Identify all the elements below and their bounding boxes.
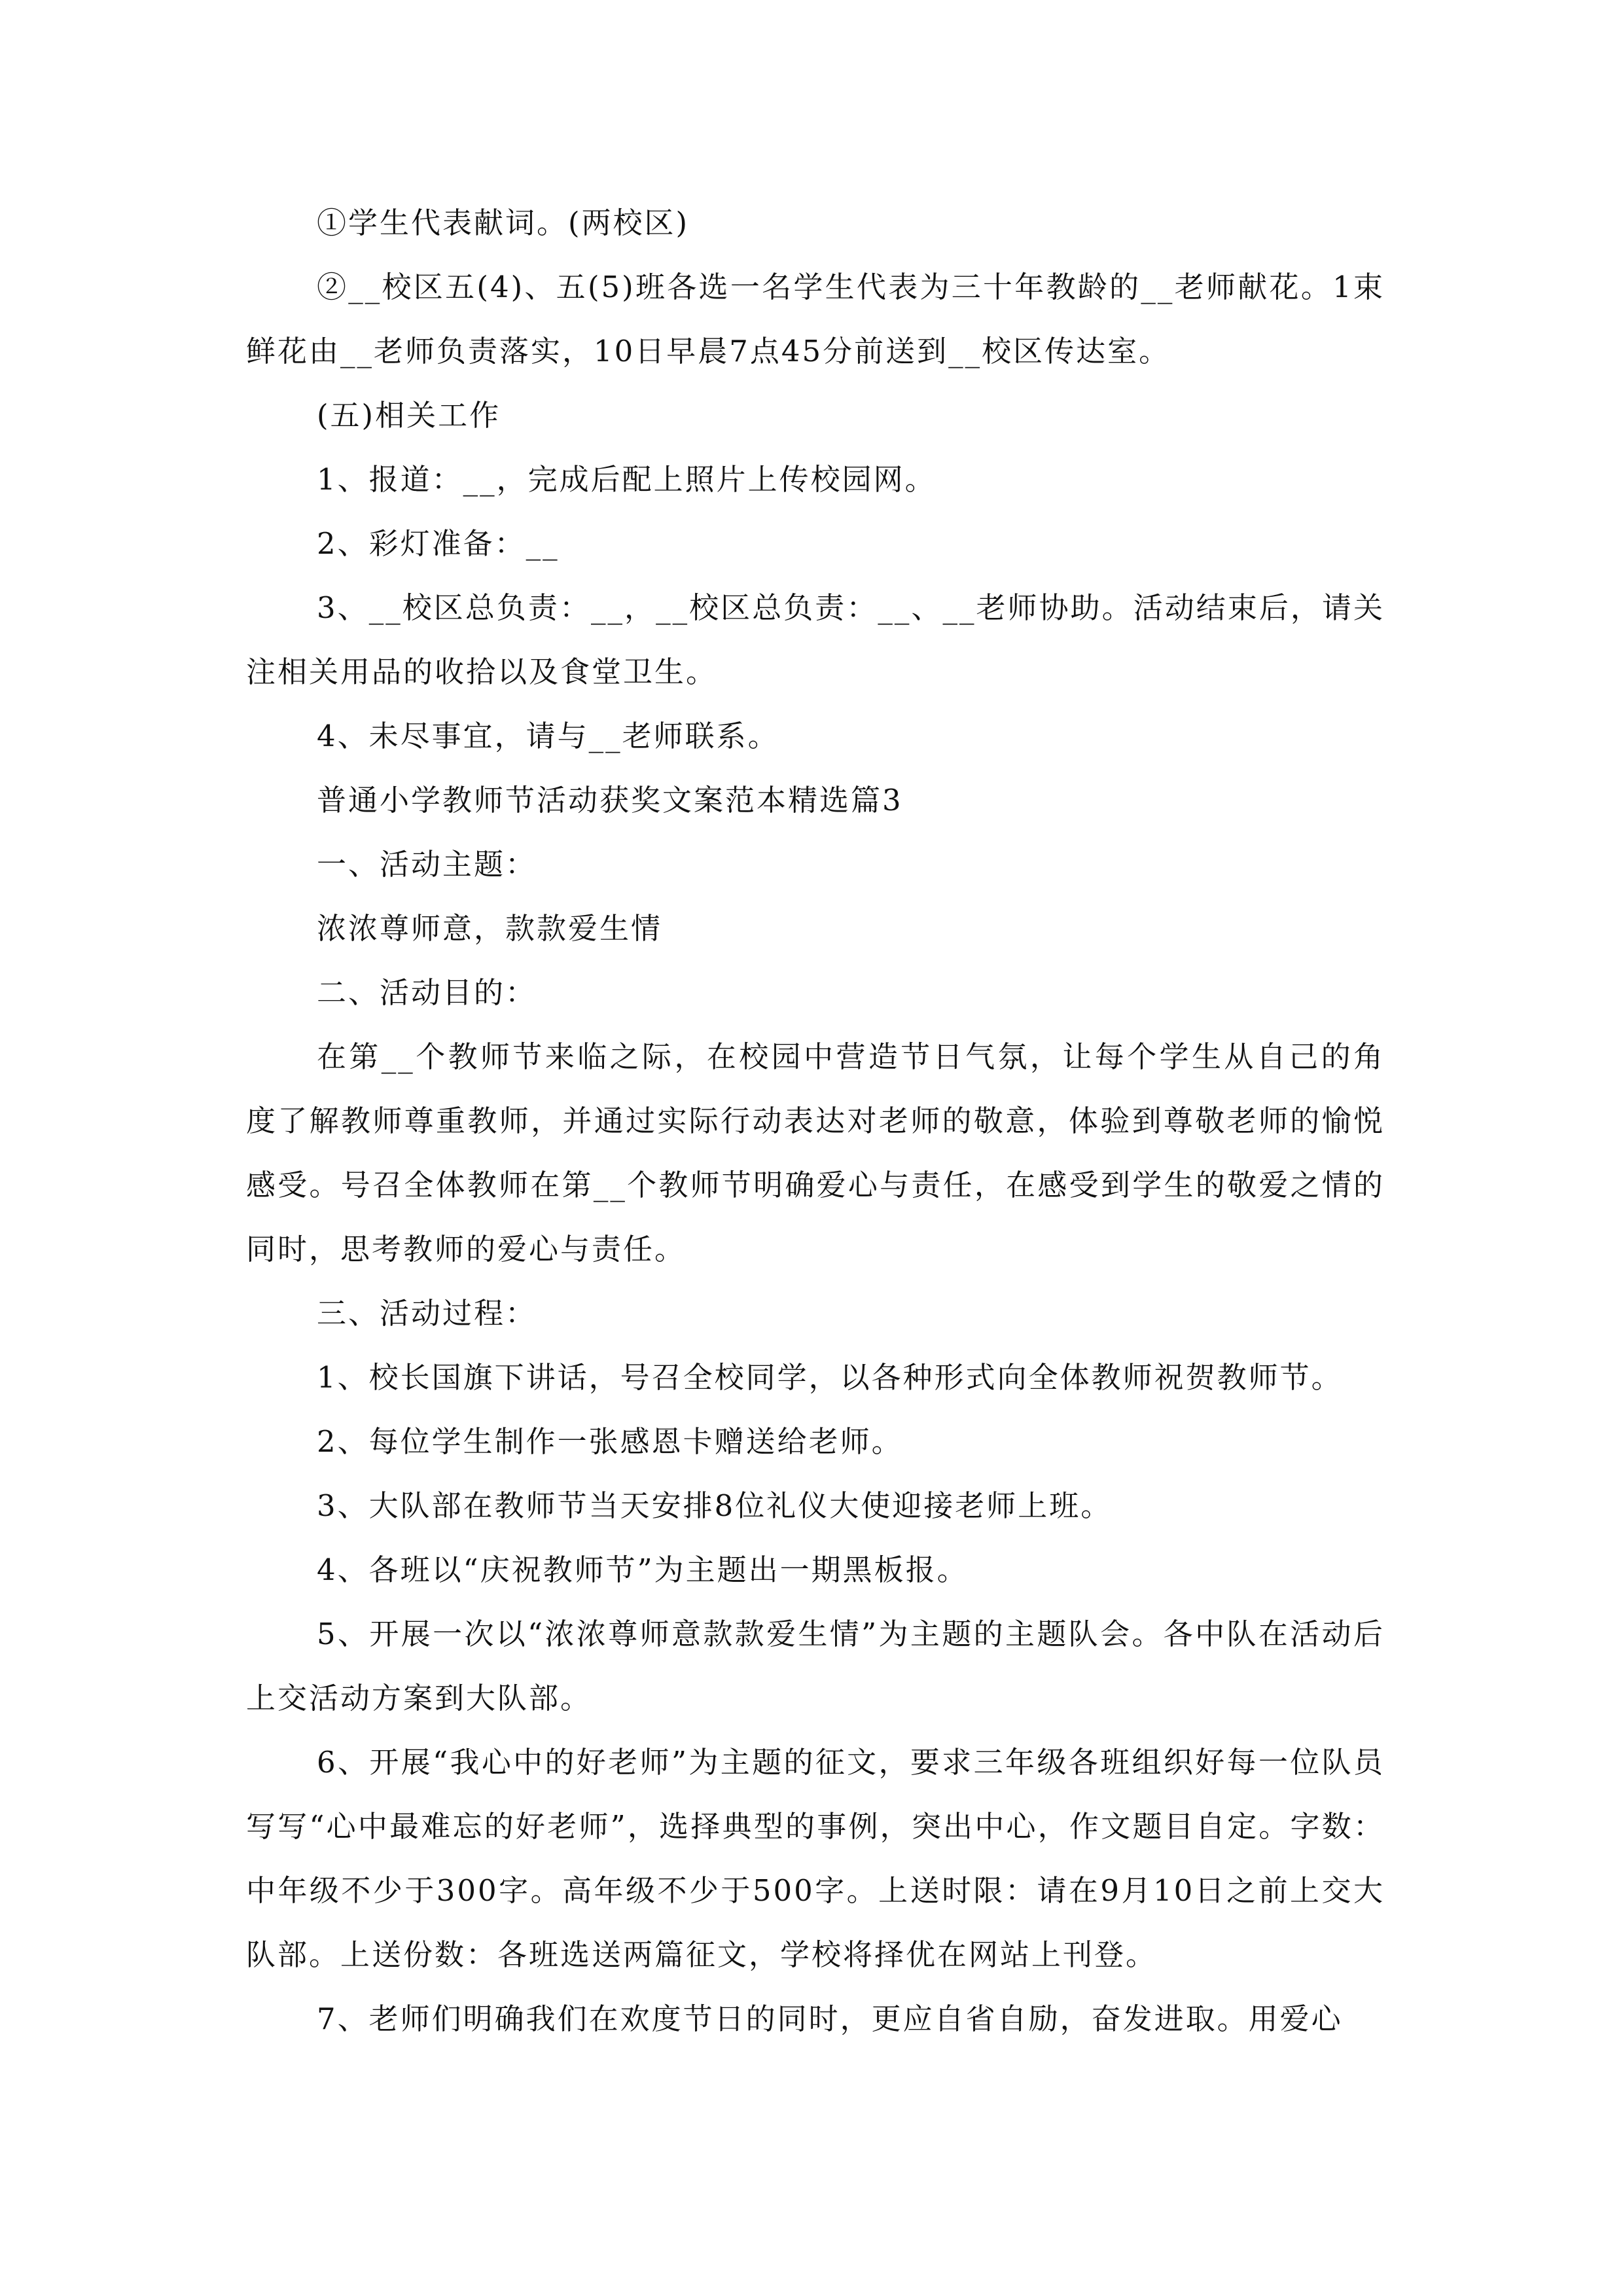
list-item: 4、各班以“庆祝教师节”为主题出一期黑板报。: [317, 1552, 969, 1587]
paragraph-report: 1、报道：__，完成后配上照片上传校园网。: [317, 462, 936, 497]
section-heading-purpose: 二、活动目的：: [317, 975, 537, 1010]
paragraph-contact: 4、未尽事宜，请与__老师联系。: [317, 719, 779, 753]
section-heading-process: 三、活动过程：: [317, 1296, 537, 1331]
list-item: 2、每位学生制作一张感恩卡赠送给老师。: [317, 1424, 903, 1459]
paragraph-campus-leads: 3、__校区总负责：__，__校区总负责：__、__老师协助。活动结束后，请关注相关用品的收拾以及食堂卫生。: [246, 590, 1385, 689]
section-heading-related-work: (五)相关工作: [317, 398, 501, 433]
document-body: [246, 191, 1385, 2051]
paragraph-lanterns: 2、彩灯准备：__: [317, 526, 560, 561]
list-item: 5、开展一次以“浓浓尊师意款款爱生情”为主题的主题队会。各中队在活动后上交活动方案到大队部。: [246, 1617, 1385, 1715]
list-item: 7、老师们明确我们在欢度节日的同时，更应自省自励，奋发进取。用爱心: [317, 2001, 1343, 2036]
paragraph-flower-presentation: ②__校区五(4)、五(5)班各选一名学生代表为三十年教龄的__老师献花。1束鲜花由__老师负责落实，10日早晨7点45分前送到__校区传达室。: [246, 270, 1385, 368]
list-item: 3、大队部在教师节当天安排8位礼仪大使迎接老师上班。: [317, 1488, 1113, 1523]
section-heading-theme: 一、活动主题：: [317, 847, 537, 882]
paragraph-theme: 浓浓尊师意，款款爱生情: [317, 911, 663, 946]
list-item: 6、开展“我心中的好老师”为主题的征文，要求三年级各班组织好每一位队员写写“心中最难忘的好老师”，选择典型的事例，突出中心，作文题目自定。字数：中年级不少于300字。高年级不少于500字。上送时限：请在9月10日之前上交大队部。上送份数：各班选送两篇征文，学校将择优在网站上刊登。: [246, 1745, 1385, 1972]
paragraph-student-speech: ①学生代表献词。(两校区): [317, 206, 690, 240]
article-title: 普通小学教师节活动获奖文案范本精选篇3: [317, 783, 903, 817]
list-item: 1、校长国旗下讲话，号召全校同学，以各种形式向全体教师祝贺教师节。: [317, 1360, 1343, 1395]
paragraph-purpose: 在第__个教师节来临之际，在校园中营造节日气氛，让每个学生从自己的角度了解教师尊重教师，并通过实际行动表达对老师的敬意，体验到尊敬老师的愉悦感受。号召全体教师在第__个教师节明确爱心与责任，在感受到学生的敬爱之情的同时，思考教师的爱心与责任。: [246, 1039, 1385, 1266]
